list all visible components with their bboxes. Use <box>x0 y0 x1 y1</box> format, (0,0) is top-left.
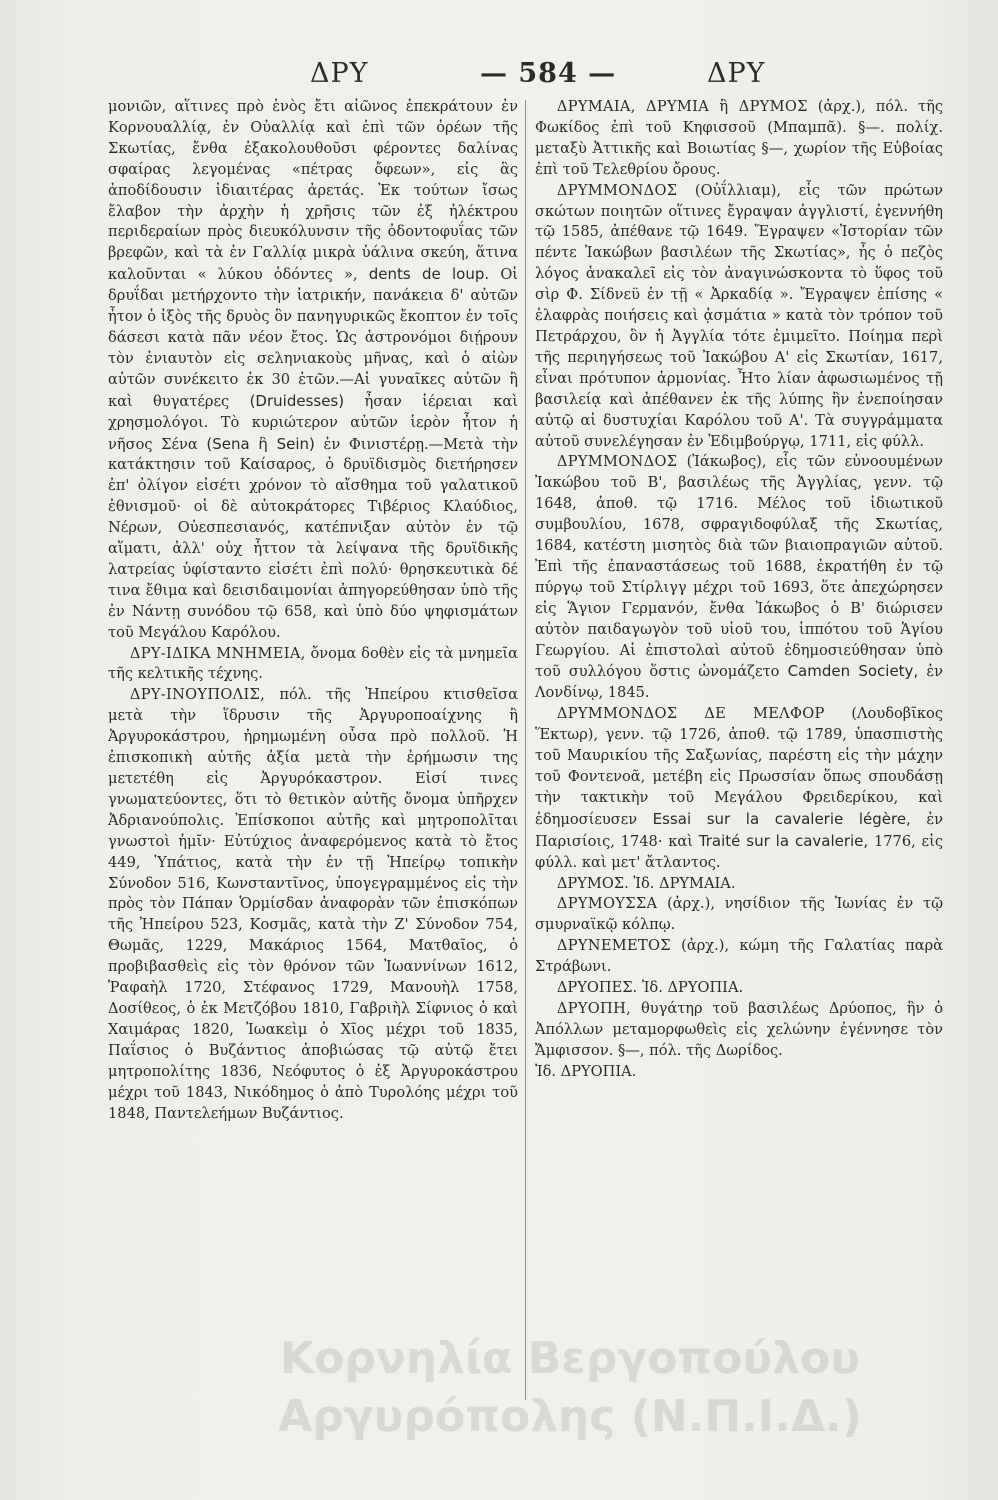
left-column <box>108 97 518 1124</box>
header-right-guide-word: ΔΡΥ <box>707 58 766 89</box>
entry-dry-inoupolis: ΔΡΥ-ΙΝΟΥΠΟΛΙΣ, πόλ. τῆς Ἠπείρου κτισθεῖσα μετὰ τὴν ἵδρυσιν τῆς Ἀργυροποαίχνης ἢ Ἀργυροκάστρου, ἠρημωμένη οὖσα πρὸ πολλοῦ. Ἡ ἐπισκοπικὴ αὐτῆς ἀξία μετὰ τὴν ἐρήμωσιν της μετετέθη εἰς Ἀργυρόκαστρον. Εἰσί τινες γνωματεύοντες, ὅτι τὸ θετικὸν αὐτῆς ὄνομα ὑπῆρχεν Ἀδριανούπολις. Ἐπίσκοποι αὐτῆς καὶ μητροπολῖται γνωστοὶ ἡμῖν· Εὐτύχιος ἀναφερόμενος κατὰ τὸ ἔτος 449, Ὑπάτιος, κατὰ τὴν ἐν τῇ Ἠπείρῳ τοπικὴν Σύνοδον 516, Κωνσταντῖνος, ὑπογεγραμμένος εἰς τὴν πρὸς τὸν Πάπαν Ὁρμίσδαν ἀναφορὰν τῶν ἐπισκόπων τῆς Ἠπείρου 523, Κοσμᾶς, κατὰ τὴν Ζ' Σύνοδον 754, Θωμᾶς, 1229, Μακάριος 1564, Ματθαῖος, ὁ προβιβασθεὶς εἰς τὸν θρόνον τῶν Ἰωαννίνων 1612, Ῥαφαὴλ 1720, Στέφανος 1729, Μανουὴλ 1758, Δοσίθεος, ὁ ἐκ Μετζόβου 1810, Γαβριὴλ Σίφνιος ὁ καὶ Χαιμάρας 1820, Ἰωακεὶμ ὁ Χῖος μέχρι τοῦ 1835, Παΐσιος ὁ Βυζάντιος ἀποβιώσας τῷ αὐτῷ ἔτει μητροπολίτης 1836, Νεόφυτος ὁ ἐξ Ἀργυροκάστρου μέχρι τοῦ 1843, Νικόδημος ὁ ἀπὸ Τυρολόης μέχρι τοῦ 1848, Παντελεήμων Βυζάντιος. <box>108 686 518 1122</box>
entry-drymmondos-james: ΔΡΥΜΜΟΝΔΟΣ (Ἰάκωβος), εἷς τῶν εὐνοουμένων Ἰακώβου τοῦ Β', βασιλέως τῆς Ἀγγλίας, γενν. τῷ 1648, ἀποθ. τῷ 1716. Μέλος τοῦ ἰδιωτικοῦ συμβουλίου, 1678, σφραγιδοφύλαξ τῆς Σκωτίας, 1684, κατέστη μισητὸς διὰ τῶν βιαιοπραγιῶν αὐτοῦ. Ἐπὶ τῆς ἐπαναστάσεως τοῦ 1688, ἐκρατήθη ἐν τῷ πύργῳ τοῦ Στίρλιγγ μέχρι τοῦ 1693, ὅτε ἀπεχώρησεν εἰς Ἅγιον Γερμανόν, ἔνθα Ἰάκωβος ὁ Β' διώρισεν αὐτὸν παιδαγωγὸν τοῦ υἱοῦ του, ἱππότου τοῦ Ἁγίου Γεωργίου. Αἱ ἐπιστολαὶ αὐτοῦ ἐδημοσιεύθησαν ὑπὸ τοῦ συλλόγου ὅστις ὠνομάζετο Camden Society, ἐν Λονδίνῳ, 1845. <box>535 453 944 702</box>
headword: ΔΡΥ-ΙΔΙΚΑ ΜΝΗΜΕΙΑ, <box>129 644 306 662</box>
cross-reference: Ἰδ. ΔΡΥΟΠΙΑ. <box>535 1062 637 1080</box>
headword: ΔΡΥΝΕΜΕΤΟΣ <box>556 937 671 955</box>
headword: ΔΡΥΜΜΟΝΔΟΣ <box>556 181 678 199</box>
entry-drymmondos-de-melfor: ΔΡΥΜΜΟΝΔΟΣ ΔΕ ΜΕΛΦΟΡ (Λουδοβῖκος Ἕκτωρ), γενν. τῷ 1726, ἀποθ. τῷ 1789, ὑπασπιστὴς τοῦ Μαυρικίου τῆς Σαξωνίας, παρέστη εἰς τὴν μάχην τοῦ Φοντενοᾶ, μετέβη εἰς Πρωσσίαν ὅπως σπουδάσῃ τὴν τακτικὴν τοῦ Μεγάλου Φρειδερίκου, καὶ ἐδημοσίευσεν Essai sur la cavalerie légère, ἐν Παρισίοις, 1748· καὶ Traité sur la cavalerie, 1776, εἰς φύλλ. καὶ μετ' ἄτλαντος. <box>535 705 944 871</box>
entry-drymaia: ΔΡΥΜΑΙΑ, ΔΡΥΜΙΑ ἢ ΔΡΥΜΟΣ (ἀρχ.), πόλ. τῆς Φωκίδος ἐπὶ τοῦ Κηφισσοῦ (Μπαμπᾶ). §—. πολίχ. μεταξὺ Ἀττικῆς καὶ Βοιωτίας §—, χωρίον τῆς Εὐβοίας ἐπὶ τοῦ Τελεθρίου ὄρους. <box>535 98 943 178</box>
headword: ΔΡΥΜΑΙΑ, ΔΡΥΜΙΑ ἢ ΔΡΥΜΟΣ <box>556 98 808 115</box>
entry-dry-idika-mnimeia: ΔΡΥ-ΙΔΙΚΑ ΜΝΗΜΕΙΑ, ὄνομα δοθὲν εἰς τὰ μνημεῖα τῆς κελτικῆς τέχνης. <box>108 644 518 683</box>
entry-dryope: ΔΡΥΟΠΗ, θυγάτηρ τοῦ βασιλέως Δρύοπος, ἣν ὁ Ἀπόλλων μεταμορφωθεὶς εἰς χελώνην ἐγέννησε τὸν Ἄμφισσον. §—, πόλ. τῆς Δωρίδος. <box>535 999 944 1059</box>
entry-dryopes: ΔΡΥΟΠΕΣ. Ἰδ. ΔΡΥΟΠΙΑ. <box>556 979 744 997</box>
page-number: — 584 — <box>480 58 617 89</box>
right-column <box>535 97 943 1083</box>
entry-drymmondos-william: ΔΡΥΜΜΟΝΔΟΣ (Οὐΐλλιαμ), εἷς τῶν πρώτων σκώτων ποιητῶν οἵτινες ἔγραψαν ἀγγλιστί, ἐγεννήθη τῷ 1585, ἀπέθανε τῷ 1649. Ἔγραψεν «Ἱστορίαν τῶν πέντε Ἰακώβων βασιλέων τῆς Σκωτίας», ἧς ὁ πεζὸς λόγος ἀνακαλεῖ εἰς τὸν ἀναγινώσκοντα τὸ ὕφος τοῦ σὶρ Φ. Σίδνεϋ ἐν τῇ « Ἀρκαδίᾳ ». Ἔγραψεν ἐπίσης « ἐλαφρὰς ποιήσεις καὶ ᾀσμάτια » κατὰ τὸν τρόπον τοῦ Πετράρχου, ὃν ἡ Ἀγγλία τότε ἐμιμεῖτο. Ποίημα περὶ τῆς περιηγήσεως τοῦ Ἰακώβου Α' εἰς Σκωτίαν, 1617, εἶναι πρότυπον ἁρμονίας. Ἦτο λίαν ἀφωσιωμένος τῇ βασιλείᾳ καὶ ἀπέθανεν ἐκ τῆς λύπης ἣν ἐνεποίησαν αὐτῷ αἱ δυστυχίαι Καρόλου τοῦ Α'. Τὰ συγγράμματα αὐτοῦ συνελέγησαν ἐν Ἐδιμβούργῳ, 1711, εἰς φύλλ. <box>535 181 943 450</box>
headword: ΔΡΥΜΜΟΝΔΟΣ ΔΕ ΜΕΛΦΟΡ <box>556 705 825 723</box>
running-header <box>100 58 880 98</box>
header-left-guide-word: ΔΡΥ <box>310 58 369 89</box>
column-divider <box>525 100 526 1400</box>
library-watermark: Κορνηλία Βεργοπούλου Αργυρόπολης (Ν.Π.Ι.Δ.) <box>278 1333 862 1442</box>
headword: ΔΡΥΟΠΗ, <box>556 999 632 1017</box>
headword: ΔΡΥΜΜΟΝΔΟΣ <box>556 453 678 471</box>
entry-drynemetos: ΔΡΥΝΕΜΕΤΟΣ (ἀρχ.), κώμη τῆς Γαλατίας παρὰ Στράβωνι. <box>535 937 944 976</box>
entry-drymos: ΔΡΥΜΟΣ. Ἰδ. ΔΡΥΜΑΙΑ. <box>556 874 736 892</box>
headword: ΔΡΥΜΟΥΣΣΑ <box>556 895 658 913</box>
headword: ΔΡΥ-ΙΝΟΥΠΟΛΙΣ, <box>129 686 266 704</box>
entry-drymoussa: ΔΡΥΜΟΥΣΣΑ (ἀρχ.), νησίδιον τῆς Ἰωνίας ἐν τῷ σμυρναϊκῷ κόλπῳ. <box>535 895 943 934</box>
entry-continuation: μονιῶν, αἵτινες πρὸ ἑνὸς ἔτι αἰῶνος ἐπεκράτουν ἐν Κορνουαλλίᾳ, ἐν Οὐαλλίᾳ καὶ ἐπὶ τῶν ὀρέων τῆς Σκωτίας, ἔνθα ἐξακολουθοῦσι φέροντες δαλίνας σφαίρας λεγομένας «πέτρας ὄφεων», εἰς ἃς ἀποδίδουσιν ἰδιαιτέρας ἀρετάς. Ἐκ τούτων ἴσως ἔλαβον τὴν ἀρχὴν ἡ χρῆσις τῶν ἐξ ἠλέκτρου περιδεραίων πρὸς διευκόλυνσιν τῆς ὀδοντοφυΐας τῶν βρεφῶν, καὶ τὰ ἐν Γαλλίᾳ μικρὰ ὑάλινα σκεύη, ἅτινα καλοῦνται « λύκου ὀδόντες », dents de loup. Οἱ δρυΐδαι μετήρχοντο τὴν ἰατρικήν, πανάκεια δ' αὐτῶν ἦτον ὁ ἰξὸς τῆς δρυὸς ὃν πανηγυρικῶς ἔκοπτον ἐν τοῖς δάσεσι κατὰ πᾶν νέον ἔτος. Ὡς ἀστρονόμοι διῄρουν τὸν ἐνιαυτὸν εἰς σεληνιακοὺς μῆνας, καὶ ὁ αἰὼν αὐτῶν συνέκειτο ἐκ 30 ἐτῶν.—Αἱ γυναῖκες αὐτῶν ἢ καὶ θυγατέρες (Druidesses) ἦσαν ἱέρειαι καὶ χρησμολόγοι. Τὸ κυριώτερον αὐτῶν ἱερὸν ἦτον ἡ νῆσος Σένα (Sena ἢ Sein) ἐν Φινιστέρῃ.—Μετὰ τὴν κατάκτησιν τοῦ Καίσαρος, ὁ δρυϊδισμὸς διετήρησεν ἐπ' ὀλίγον εἰσέτι χρόνον τὸ αἴσθημα τοῦ γαλατικοῦ ἐθνισμοῦ· οἱ δὲ αὐτοκράτορες Τιβέριος Κλαύδιος, Νέρων, Οὐεσπεσιανός, κατέπνιξαν αὐτὸν ἐν τῷ αἵματι, ἀλλ' οὐχ ἧττον τὰ λείψανα τῆς δρυϊδικῆς λατρείας ὑφίσταντο εἰσέτι ἐπὶ πολύ· θρησκευτικὰ δέ τινα ἔθιμα καὶ δεισιδαιμονίαι ἀπηγορεύθησαν ὑπὸ τῆς ἐν Νάντῃ συνόδου τῷ 658, καὶ ὑπὸ δύο ψηφισμάτων τοῦ Μεγάλου Καρόλου. <box>108 98 518 641</box>
